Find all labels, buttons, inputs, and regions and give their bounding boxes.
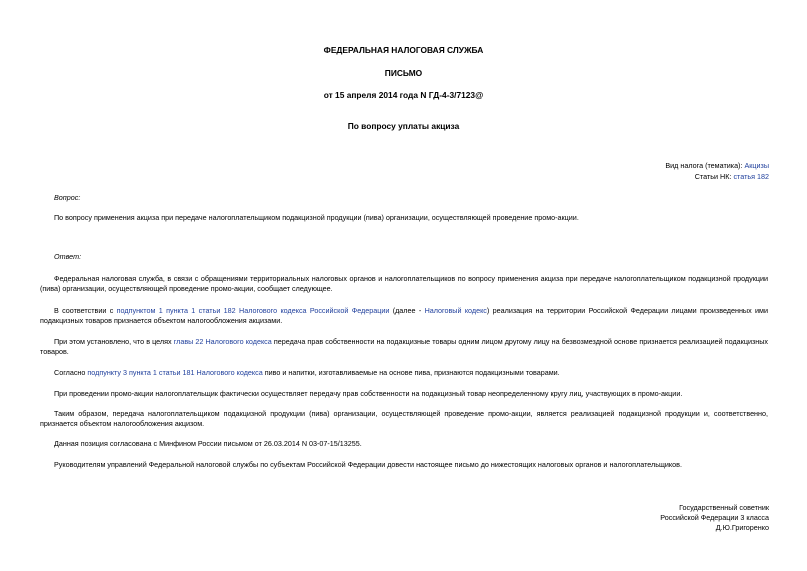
p2-text-b: (далее - bbox=[389, 306, 425, 315]
signature-name: Д.Ю.Григоренко bbox=[715, 522, 769, 532]
p4-text-a: Согласно bbox=[54, 368, 88, 377]
p2-link-tax-code[interactable]: Налоговый кодекс bbox=[424, 306, 487, 315]
p3-text-b: передача прав собственности на подакцизные товары одним лицом другому лицу на безвозмездной основе признается реализацией подакцизных товаров. bbox=[40, 337, 768, 356]
question-label: Вопрос: bbox=[54, 193, 81, 202]
p3-text-a: При этом установлено, что в целях bbox=[54, 337, 174, 346]
p3-link-chapter-22[interactable]: главы 22 Налогового кодекса bbox=[173, 337, 272, 346]
answer-paragraph-7: Данная позиция согласована с Минфином России письмом от 26.03.2014 N 03-07-15/13255. bbox=[54, 439, 362, 448]
articles-label: Статьи НК: bbox=[694, 172, 734, 181]
answer-paragraph-4 bbox=[40, 368, 768, 378]
answer-paragraph-5: При проведении промо-акции налогоплательщик фактически осуществляет передачу прав собственности на подакцизный товар неопределенному кругу лиц, участвующих в промо-акции. bbox=[54, 389, 683, 398]
answer-paragraph-2 bbox=[40, 306, 768, 326]
p2-text-a: В соответствии с bbox=[54, 306, 117, 315]
answer-paragraph-3 bbox=[40, 337, 768, 357]
agency-title: ФЕДЕРАЛЬНАЯ НАЛОГОВАЯ СЛУЖБА bbox=[323, 45, 484, 55]
p4-text-b: пиво и напитки, изготавливаемые на основе пива, признаются подакцизными товарами. bbox=[262, 368, 560, 377]
p4-link-article-181[interactable]: подпункту 3 пункта 1 статьи 181 Налогового кодекса bbox=[87, 368, 263, 377]
signature-line-1: Государственный советник bbox=[679, 503, 769, 512]
question-text: По вопросу применения акциза при передаче налогоплательщиком подакцизной продукции (пива) организации, осуществляющей проведение промо-акции. bbox=[54, 213, 579, 222]
articles-link[interactable]: статья 182 bbox=[733, 172, 769, 181]
answer-label: Ответ: bbox=[54, 252, 82, 261]
answer-paragraph-8: Руководителям управлений Федеральной налоговой службы по субъектам Российской Федерации довести настоящее письмо до нижестоящих налоговых органов и налогоплательщиков. bbox=[54, 460, 682, 469]
p2-link-article-182[interactable]: подпунктом 1 пункта 1 статьи 182 Налогового кодекса Российской Федерации bbox=[116, 306, 390, 315]
tax-type-link[interactable]: Акцизы bbox=[744, 161, 769, 170]
subject-title: По вопросу уплаты акциза bbox=[347, 121, 460, 131]
tax-type-label: Вид налога (тематика): bbox=[665, 161, 745, 170]
signature-line-2: Российской Федерации 3 класса bbox=[660, 512, 769, 522]
tax-type-line bbox=[665, 161, 769, 171]
date-number-title: от 15 апреля 2014 года N ГД-4-3/7123@ bbox=[323, 90, 484, 100]
answer-paragraph-1: Федеральная налоговая служба, в связи с обращениями территориальных налоговых органов и налогоплательщиков по вопросу применения акциза при передаче налогоплательщиком подакцизной продукции (пива) организации, осуществляющей проведение промо-акции, сообщает следующее. bbox=[40, 274, 768, 293]
doc-type-title: ПИСЬМО bbox=[384, 68, 423, 78]
p2-text-c: ) реализация на территории Российской Федерации лицами произведенных ими подакцизных товаров признается объектом налогообложения акцизами. bbox=[40, 306, 769, 325]
signature-block bbox=[660, 503, 769, 533]
answer-paragraph-6: Таким образом, передача налогоплательщиком подакцизной продукции (пива) организации, осуществляющей проведение промо-акции, является реализацией подакцизной продукции и, соответственно, признается объектом налогообложения акцизом. bbox=[40, 409, 768, 428]
articles-line bbox=[695, 172, 769, 182]
